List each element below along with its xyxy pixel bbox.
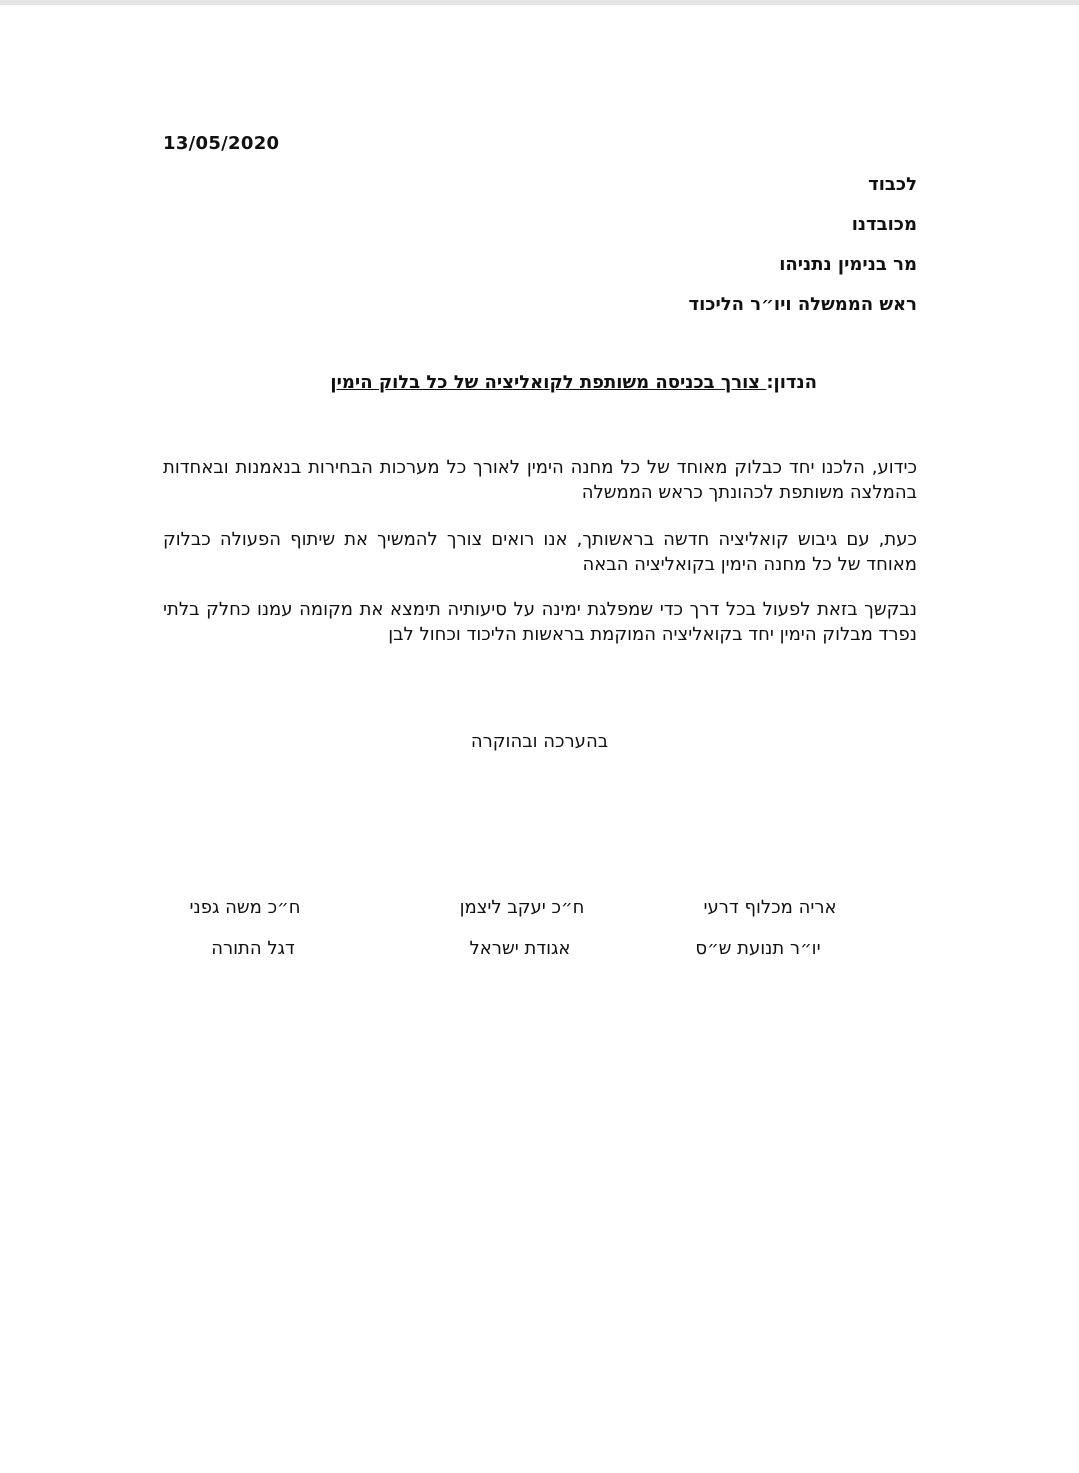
letter-date: 13/05/2020 bbox=[163, 133, 280, 154]
page-top-edge bbox=[0, 0, 1079, 5]
recipient-line-1: לכבוד bbox=[868, 174, 917, 195]
body-paragraph-3: נבקשך בזאת לפעול בכל דרך כדי שמפלגת ימינה על סיעותיה תימצא את מקומה עמנו כחלק בלתי נפרד מבלוק הימין יחד בקואליציה המוקמת בראשות הליכוד וכחול לבן bbox=[163, 599, 917, 645]
recipient-title: ראש הממשלה ויו״ר הליכוד bbox=[688, 294, 917, 315]
signatory-2-name: ח״כ יעקב ליצמן bbox=[459, 897, 585, 918]
subject-line bbox=[330, 372, 817, 393]
signatory-1-name: אריה מכלוף דרעי bbox=[703, 897, 837, 918]
body-paragraph-1: כידוע, הלכנו יחד כבלוק מאוחד של כל מחנה הימין לאורך כל מערכות הבחירות בנאמנות ובאחדות בהמלצה משותפת לכהונתך כראש הממשלה bbox=[163, 457, 917, 503]
signatory-3-title: דגל התורה bbox=[211, 938, 295, 959]
recipient-name: מר בנימין נתניהו bbox=[779, 254, 917, 275]
subject-text: צורך בכניסה משותפת לקואליציה של כל בלוק הימין bbox=[330, 372, 767, 393]
recipient-line-2: מכובדנו bbox=[851, 214, 917, 235]
closing-line: בהערכה ובהוקרה bbox=[470, 731, 609, 752]
body-paragraph-2: כעת, עם גיבוש קואליציה חדשה בראשותך, אנו רואים צורך להמשיך את שיתוף הפעולה כבלוק מאוחד של כל מחנה הימין בקואליציה הבאה bbox=[163, 529, 917, 575]
signatory-3-name: ח״כ משה גפני bbox=[189, 897, 301, 918]
signatory-2-title: אגודת ישראל bbox=[469, 938, 571, 959]
subject-label: הנדון: bbox=[766, 372, 817, 393]
signatory-1-title: יו״ר תנועת ש״ס bbox=[695, 938, 821, 959]
